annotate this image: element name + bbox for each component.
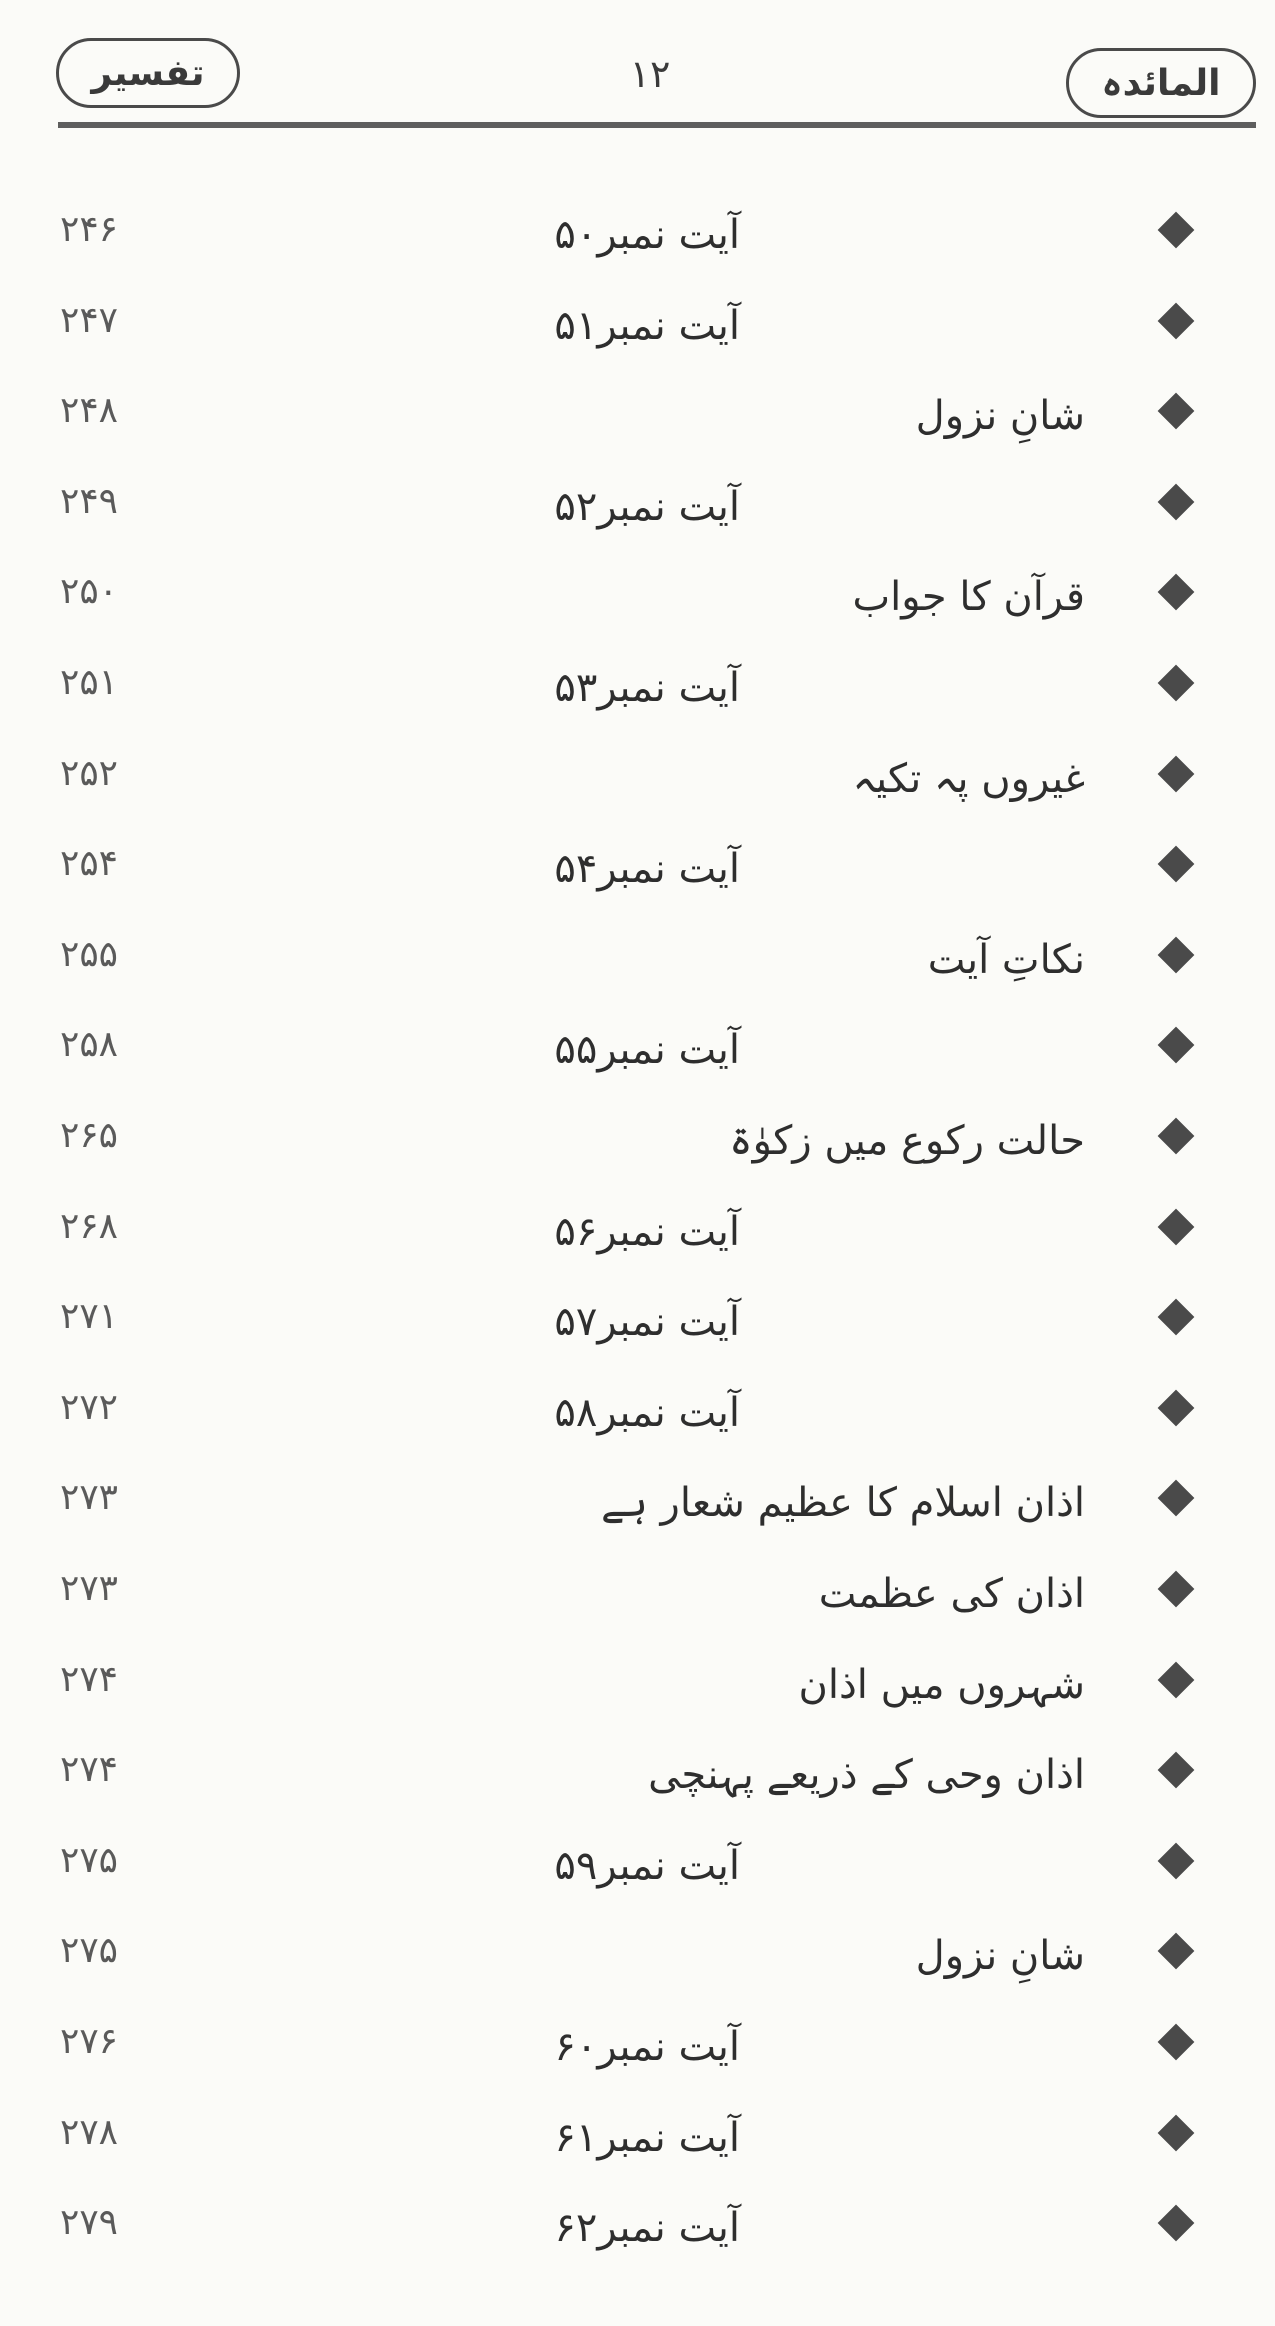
diamond-bullet-icon <box>1158 2115 1195 2152</box>
toc-entry <box>0 2017 1275 2097</box>
diamond-bullet-icon <box>1158 1299 1195 1336</box>
diamond-bullet-icon <box>1158 2205 1195 2242</box>
toc-entry-page-number: ۲۴۷ <box>60 300 119 341</box>
toc-entry-title: شانِ نزول <box>915 393 1085 439</box>
book-title-label: تفسیر <box>91 52 205 94</box>
toc-entry <box>0 658 1275 738</box>
diamond-bullet-icon <box>1158 1480 1195 1517</box>
toc-entry-title: آیت نمبر۵۳ <box>554 665 740 711</box>
toc-entry-page-number: ۲۴۸ <box>60 390 119 431</box>
toc-entry-title: غیروں پہ تکیہ <box>852 756 1085 802</box>
toc-entry-page-number: ۲۷۴ <box>60 1659 119 1700</box>
toc-entry-title: آیت نمبر۵۵ <box>554 1027 740 1073</box>
toc-entry-title: اذان وحی کے ذریعے پہنچی <box>648 1752 1085 1798</box>
toc-entry-page-number: ۲۷۹ <box>60 2202 119 2243</box>
toc-entry-page-number: ۲۵۲ <box>60 753 119 794</box>
diamond-bullet-icon <box>1158 937 1195 974</box>
diamond-bullet-icon <box>1158 393 1195 430</box>
diamond-bullet-icon <box>1158 484 1195 521</box>
toc-entry-page-number: ۲۷۱ <box>60 1296 119 1337</box>
diamond-bullet-icon <box>1158 1571 1195 1608</box>
toc-entry-page-number: ۲۶۵ <box>60 1115 119 1156</box>
toc-entry <box>0 839 1275 919</box>
diamond-bullet-icon <box>1158 2024 1195 2061</box>
toc-entry-page-number: ۲۵۸ <box>60 1024 119 1065</box>
toc-entry-page-number: ۲۵۴ <box>60 843 119 884</box>
diamond-bullet-icon <box>1158 574 1195 611</box>
toc-entry <box>0 2198 1275 2278</box>
toc-entry-page-number: ۲۷۵ <box>60 1930 119 1971</box>
toc-entry-title: آیت نمبر۵۲ <box>554 484 740 530</box>
toc-entry <box>0 1745 1275 1825</box>
toc-entry <box>0 1836 1275 1916</box>
toc-entry-title: آیت نمبر۵۷ <box>554 1299 740 1345</box>
diamond-bullet-icon <box>1158 1843 1195 1880</box>
toc-entry <box>0 1926 1275 2006</box>
toc-entry-title: آیت نمبر۶۱ <box>554 2115 740 2161</box>
diamond-bullet-icon <box>1158 1662 1195 1699</box>
diamond-bullet-icon <box>1158 303 1195 340</box>
toc-entry-page-number: ۲۷۶ <box>60 2021 119 2062</box>
diamond-bullet-icon <box>1158 1933 1195 1970</box>
toc-entry <box>0 386 1275 466</box>
toc-entry <box>0 1473 1275 1553</box>
toc-entry-title: شانِ نزول <box>915 1933 1085 1979</box>
toc-entry-title: اذان اسلام کا عظیم شعار ہے <box>600 1480 1085 1526</box>
toc-entry <box>0 2108 1275 2188</box>
diamond-bullet-icon <box>1158 756 1195 793</box>
toc-entry <box>0 296 1275 376</box>
toc-entry-title: آیت نمبر۶۲ <box>554 2205 740 2251</box>
toc-entry-title: اذان کی عظمت <box>818 1571 1085 1617</box>
toc-entry-title: آیت نمبر۵۴ <box>554 846 740 892</box>
toc-entry-title: آیت نمبر۶۰ <box>554 2024 740 2070</box>
toc-entry-title: آیت نمبر۵۸ <box>554 1390 740 1436</box>
toc-entry-title: شہروں میں اذان <box>798 1662 1085 1708</box>
diamond-bullet-icon <box>1158 212 1195 249</box>
toc-entry-page-number: ۲۶۸ <box>60 1206 119 1247</box>
diamond-bullet-icon <box>1158 1209 1195 1246</box>
toc-entry <box>0 1655 1275 1735</box>
toc-entry-title: قرآن کا جواب <box>852 574 1085 620</box>
toc-entry <box>0 205 1275 285</box>
toc-entry-page-number: ۲۵۰ <box>60 571 119 612</box>
toc-entry-page-number: ۲۵۵ <box>60 934 119 975</box>
toc-entry <box>0 1564 1275 1644</box>
toc-entry-page-number: ۲۷۳ <box>60 1477 119 1518</box>
toc-entry <box>0 1111 1275 1191</box>
toc-entry <box>0 1020 1275 1100</box>
diamond-bullet-icon <box>1158 1118 1195 1155</box>
toc-entry <box>0 567 1275 647</box>
toc-entry <box>0 930 1275 1010</box>
toc-entry-page-number: ۲۴۶ <box>60 209 119 250</box>
toc-entry-page-number: ۲۵۱ <box>60 662 119 703</box>
toc-entry-title: نکاتِ آیت <box>927 937 1085 983</box>
toc-entry-page-number: ۲۷۴ <box>60 1749 119 1790</box>
toc-entry <box>0 1292 1275 1372</box>
toc-entry <box>0 1383 1275 1463</box>
toc-entry <box>0 1202 1275 1282</box>
page-number: ۱۲ <box>629 52 671 96</box>
diamond-bullet-icon <box>1158 665 1195 702</box>
toc-entry-page-number: ۲۷۵ <box>60 1840 119 1881</box>
diamond-bullet-icon <box>1158 1027 1195 1064</box>
diamond-bullet-icon <box>1158 1752 1195 1789</box>
diamond-bullet-icon <box>1158 1390 1195 1427</box>
toc-entry-title: آیت نمبر۵۱ <box>554 303 740 349</box>
toc-entry-title: آیت نمبر۵۹ <box>554 1843 740 1889</box>
toc-entry-title: آیت نمبر۵۰ <box>554 212 740 258</box>
toc-entry-title: آیت نمبر۵۶ <box>554 1209 740 1255</box>
toc-entry-page-number: ۲۴۹ <box>60 481 119 522</box>
toc-entry-page-number: ۲۷۸ <box>60 2112 119 2153</box>
toc-entry-title: حالت رکوع میں زکوٰۃ <box>729 1118 1085 1164</box>
diamond-bullet-icon <box>1158 846 1195 883</box>
toc-entry-page-number: ۲۷۲ <box>60 1387 119 1428</box>
surah-name-label: المائدہ <box>1101 62 1221 104</box>
toc-entry-page-number: ۲۷۳ <box>60 1568 119 1609</box>
toc-entry <box>0 477 1275 557</box>
toc-entry <box>0 749 1275 829</box>
